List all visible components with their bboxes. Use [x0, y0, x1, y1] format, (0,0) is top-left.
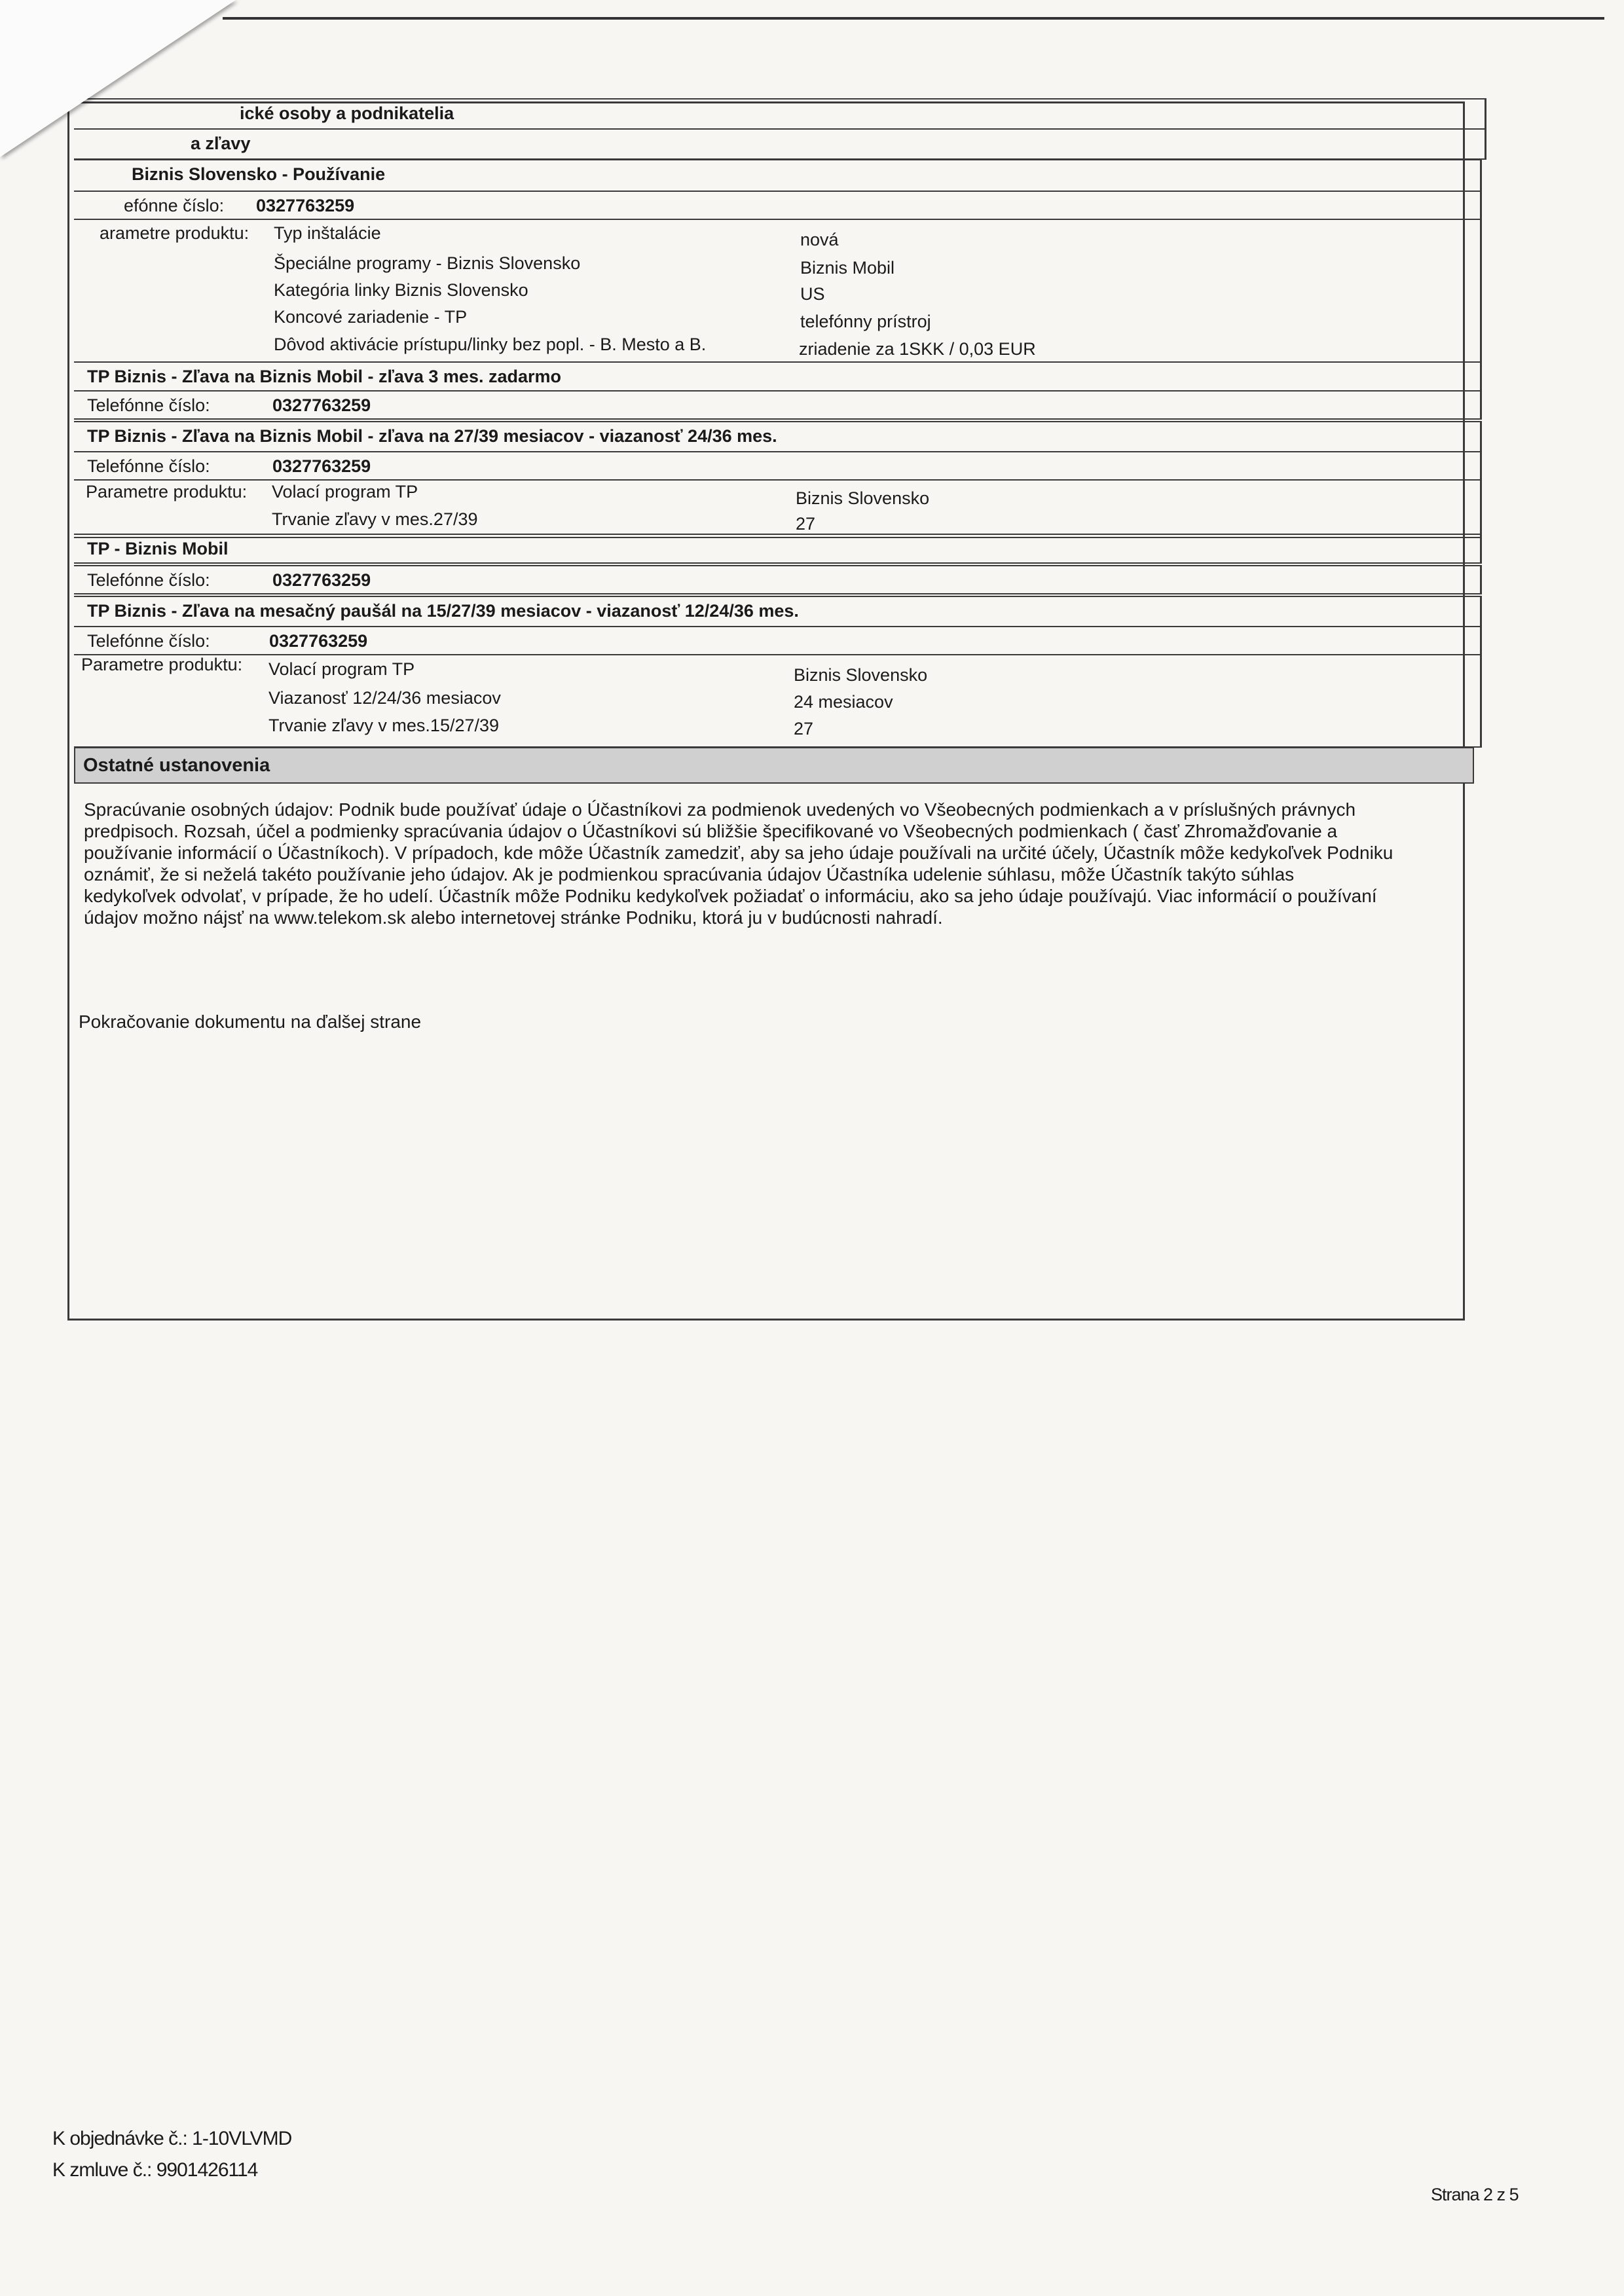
- section-2-title: TP Biznis - Zľava na Biznis Mobil - zľava na 27/39 mesiacov - viazanosť 24/36 mes.: [87, 426, 777, 446]
- param-name: Viazanosť 12/24/36 mesiacov: [268, 688, 501, 708]
- section-4-phone-row: [74, 626, 1482, 655]
- section-2-title-row: [74, 421, 1482, 452]
- params-label: Parametre produktu:: [86, 482, 248, 501]
- section-0-phone-row: [74, 191, 1482, 220]
- section-3-title: TP - Biznis Mobil: [87, 539, 229, 558]
- param-name: Volací program TP: [272, 482, 418, 501]
- param-value: nová: [800, 230, 839, 249]
- subtitle: a zľavy: [191, 134, 251, 153]
- other-provisions-header: [74, 747, 1474, 784]
- phone-label: efónne číslo:: [124, 196, 225, 215]
- param-name: Volací program TP: [268, 659, 415, 679]
- section-3-phone-row: [74, 565, 1482, 594]
- param-name: Typ inštalácie: [274, 223, 381, 243]
- param-name: Špeciálne programy - Biznis Slovensko: [274, 253, 581, 273]
- phone-number: 0327763259: [256, 196, 355, 215]
- param-value: Biznis Mobil: [800, 258, 895, 278]
- param-value: zriadenie za 1SKK / 0,03 EUR: [799, 339, 1036, 359]
- section-0-title-row: [74, 159, 1482, 192]
- phone-label: Telefónne číslo:: [87, 570, 210, 590]
- folded-corner: [0, 0, 236, 157]
- continue-note: Pokračovanie dokumentu na ďalšej strane: [79, 1011, 422, 1032]
- page-number: Strana 2 z 5: [1431, 2185, 1519, 2204]
- param-value: 24 mesiacov: [794, 692, 893, 712]
- data-processing-paragraph: Spracúvanie osobných údajov: Podnik bude používať údaje o Účastníkovi za podmienok uvedených vo Všeobecných podmienkach a v príslušných právnych predpisoch. Rozsah, účel a podmienky spracúvania údajov o Účastníkovi sú bližšie špecifikované vo Všeobecných podmienkach ( časť Zhromažďovanie a používanie informácií o Účastníkoch). V prípadoch, kde môže Účastník zamedziť, aby sa jeho údaje používali na určité účely, Účastník môže kedykoľvek Podniku oznámiť, že si neželá takéto používanie jeho údajov. Ak je podmienkou spracúvania údajov Účastníka udelenie súhlasu, môže Účastník takýto súhlas kedykoľvek odvolať, v prípade, že ho udelí. Účastník môže Podniku kedykoľvek požiadať o informáciu, ako sa jeho údaje používajú. Viac informácií o používaní údajov možno nájsť na www.telekom.sk alebo internetovej stránke Podniku, ktorá ju v budúcnosti nahradí.: [84, 799, 1393, 928]
- section-1-phone-row: [74, 390, 1482, 420]
- param-name: Trvanie zľavy v mes.15/27/39: [268, 716, 500, 735]
- param-name: Trvanie zľavy v mes.27/39: [272, 509, 478, 529]
- other-provisions-title: Ostatné ustanovenia: [83, 755, 270, 776]
- param-value: telefónny prístroj: [800, 312, 931, 331]
- phone-label: Telefónne číslo:: [87, 395, 210, 415]
- section-4-title-row: [74, 596, 1482, 627]
- phone-label: Telefónne číslo:: [87, 456, 210, 476]
- section-2-phone-row: [74, 451, 1482, 481]
- section-4-title: TP Biznis - Zľava na mesačný paušál na 15/27/39 mesiacov - viazanosť 12/24/36 mes.: [87, 601, 799, 621]
- order-number: K objednávke č.: 1-10VLVMD: [52, 2128, 292, 2149]
- param-value: 27: [794, 719, 814, 738]
- phone-label: Telefónne číslo:: [87, 631, 210, 651]
- section-header: [74, 98, 1486, 130]
- section-0-title: Biznis Slovensko - Používanie: [132, 164, 386, 184]
- param-value: 27: [796, 514, 816, 534]
- contract-number: K zmluve č.: 9901426114: [52, 2159, 258, 2181]
- phone-number: 0327763259: [272, 395, 371, 415]
- section-1-title-row: [74, 361, 1482, 392]
- params-label: Parametre produktu:: [81, 655, 243, 674]
- params-label: arametre produktu:: [100, 223, 249, 243]
- phone-number: 0327763259: [272, 456, 371, 476]
- param-name: Kategória linky Biznis Slovensko: [274, 280, 528, 300]
- section-title: ické osoby a podnikatelia: [240, 103, 454, 123]
- phone-number: 0327763259: [269, 631, 368, 651]
- param-value: Biznis Slovensko: [794, 665, 928, 685]
- param-name: Dôvod aktivácie prístupu/linky bez popl. - B. Mesto a B.: [274, 335, 707, 354]
- section-1-title: TP Biznis - Zľava na Biznis Mobil - zľava 3 mes. zadarmo: [87, 367, 562, 386]
- phone-number: 0327763259: [272, 570, 371, 590]
- param-value: US: [800, 284, 825, 304]
- param-value: Biznis Slovensko: [796, 488, 930, 508]
- section-3-title-row: [74, 534, 1482, 564]
- subtitle-row: [74, 128, 1486, 160]
- page-top-rule: [223, 17, 1604, 20]
- param-name: Koncové zariadenie - TP: [274, 307, 468, 327]
